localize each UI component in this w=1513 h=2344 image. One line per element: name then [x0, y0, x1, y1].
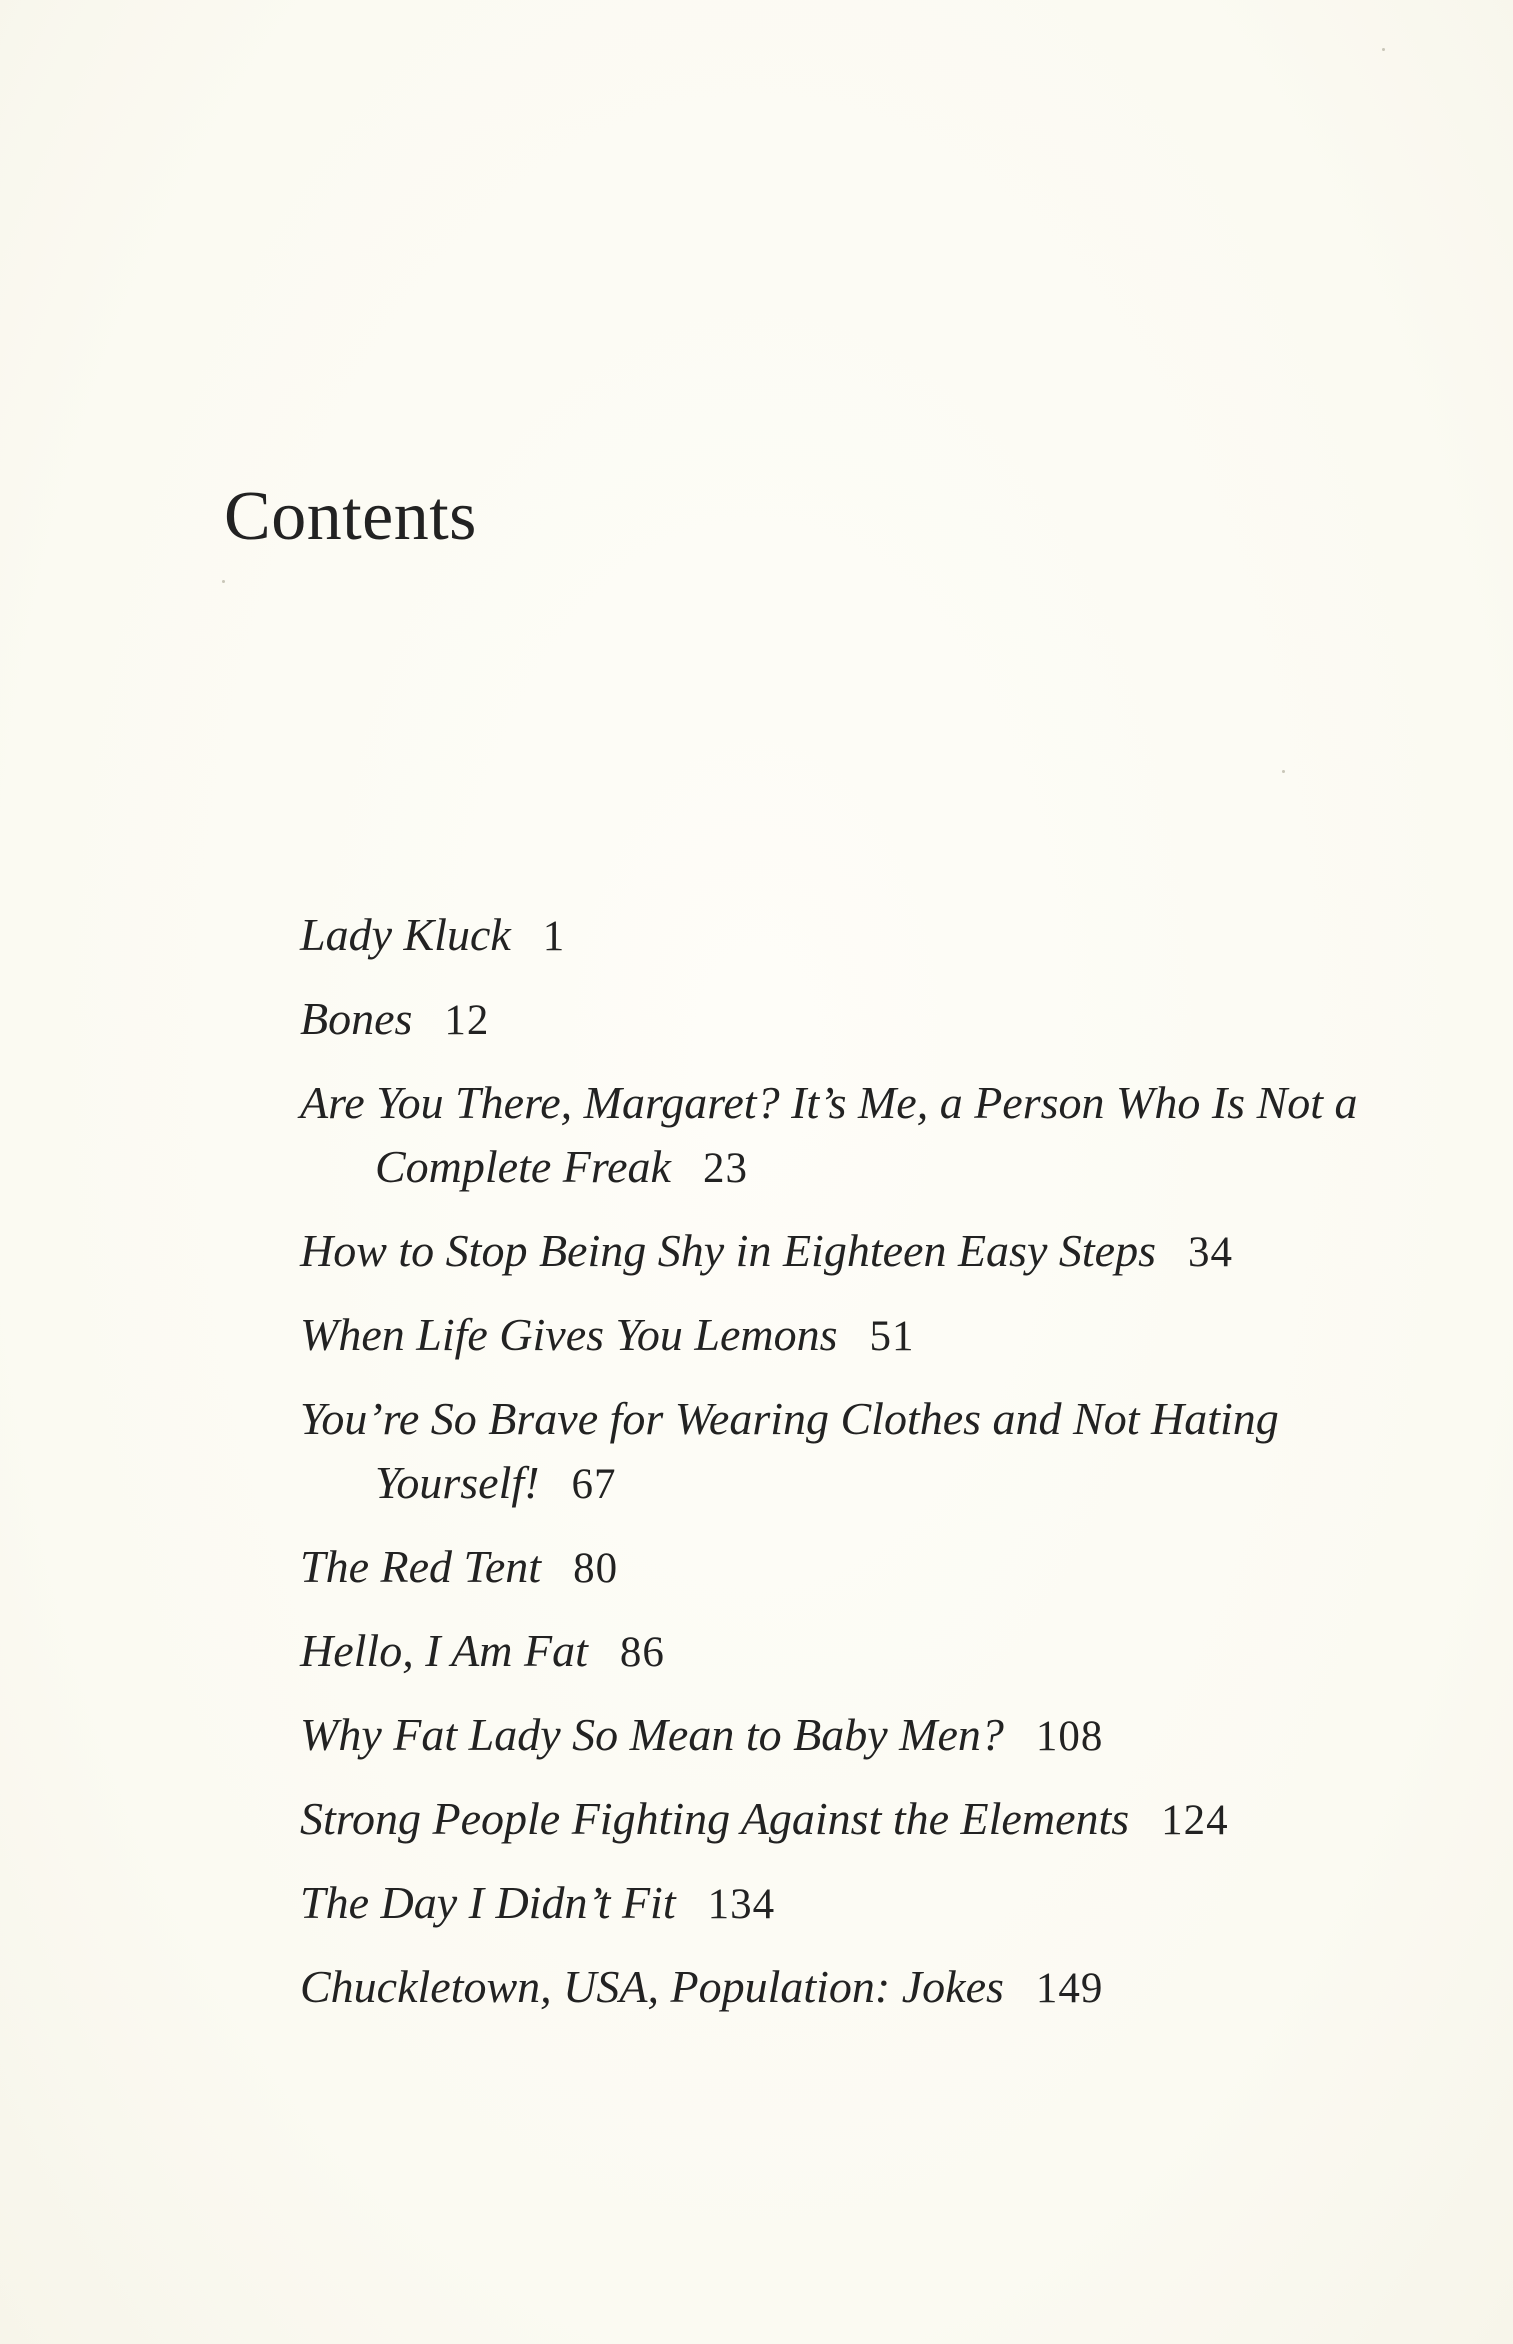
toc-entry — [300, 1219, 1420, 1285]
toc-entry — [300, 1871, 1420, 1937]
page-title: Contents — [224, 478, 477, 555]
toc-entry — [300, 1071, 1420, 1201]
toc-entry-page: 124 — [1161, 1797, 1229, 1844]
toc-entry-title: You’re So Brave for Wearing Clothes and Not Hating Yourself! — [300, 1393, 1279, 1508]
toc-entry-title: Are You There, Margaret? It’s Me, a Person Who Is Not a Complete Freak — [300, 1077, 1358, 1192]
toc-entry-title: Bones — [300, 993, 413, 1044]
table-of-contents — [300, 903, 1420, 2039]
toc-entry-title: Chuckletown, USA, Population: Jokes — [300, 1961, 1004, 2012]
toc-entry-page: 51 — [869, 1313, 915, 1360]
toc-entry-page: 108 — [1035, 1713, 1104, 1760]
toc-entry-page: 1 — [542, 913, 566, 960]
toc-entry-title: The Day I Didn’t Fit — [300, 1877, 676, 1928]
toc-entry — [300, 1619, 1420, 1685]
toc-entry — [300, 987, 1420, 1053]
toc-entry-page: 34 — [1187, 1229, 1233, 1276]
toc-entry-title: The Red Tent — [300, 1541, 542, 1592]
toc-entry — [300, 1387, 1420, 1517]
toc-entry-page: 12 — [444, 997, 490, 1044]
toc-entry — [300, 903, 1420, 969]
toc-entry-title: Why Fat Lady So Mean to Baby Men? — [300, 1709, 1004, 1760]
toc-entry-page: 67 — [571, 1461, 617, 1508]
toc-entry-page: 80 — [573, 1545, 619, 1592]
toc-entry-title: Strong People Fighting Against the Elements — [300, 1793, 1130, 1844]
paper-speck — [1382, 48, 1385, 51]
toc-entry-title: Lady Kluck — [300, 909, 511, 960]
paper-speck — [222, 580, 225, 583]
toc-entry — [300, 1955, 1420, 2021]
toc-entry-page: 23 — [702, 1145, 748, 1192]
toc-entry-title: When Life Gives You Lemons — [300, 1309, 838, 1360]
toc-entry — [300, 1703, 1420, 1769]
paper-speck — [1282, 770, 1285, 773]
toc-entry — [300, 1303, 1420, 1369]
toc-entry — [300, 1787, 1420, 1853]
toc-entry — [300, 1535, 1420, 1601]
toc-entry-title: Hello, I Am Fat — [300, 1625, 588, 1676]
toc-entry-page: 134 — [707, 1881, 776, 1928]
toc-entry-title: How to Stop Being Shy in Eighteen Easy Steps — [300, 1225, 1156, 1276]
toc-entry-page: 149 — [1035, 1965, 1104, 2012]
toc-entry-page: 86 — [619, 1629, 665, 1676]
